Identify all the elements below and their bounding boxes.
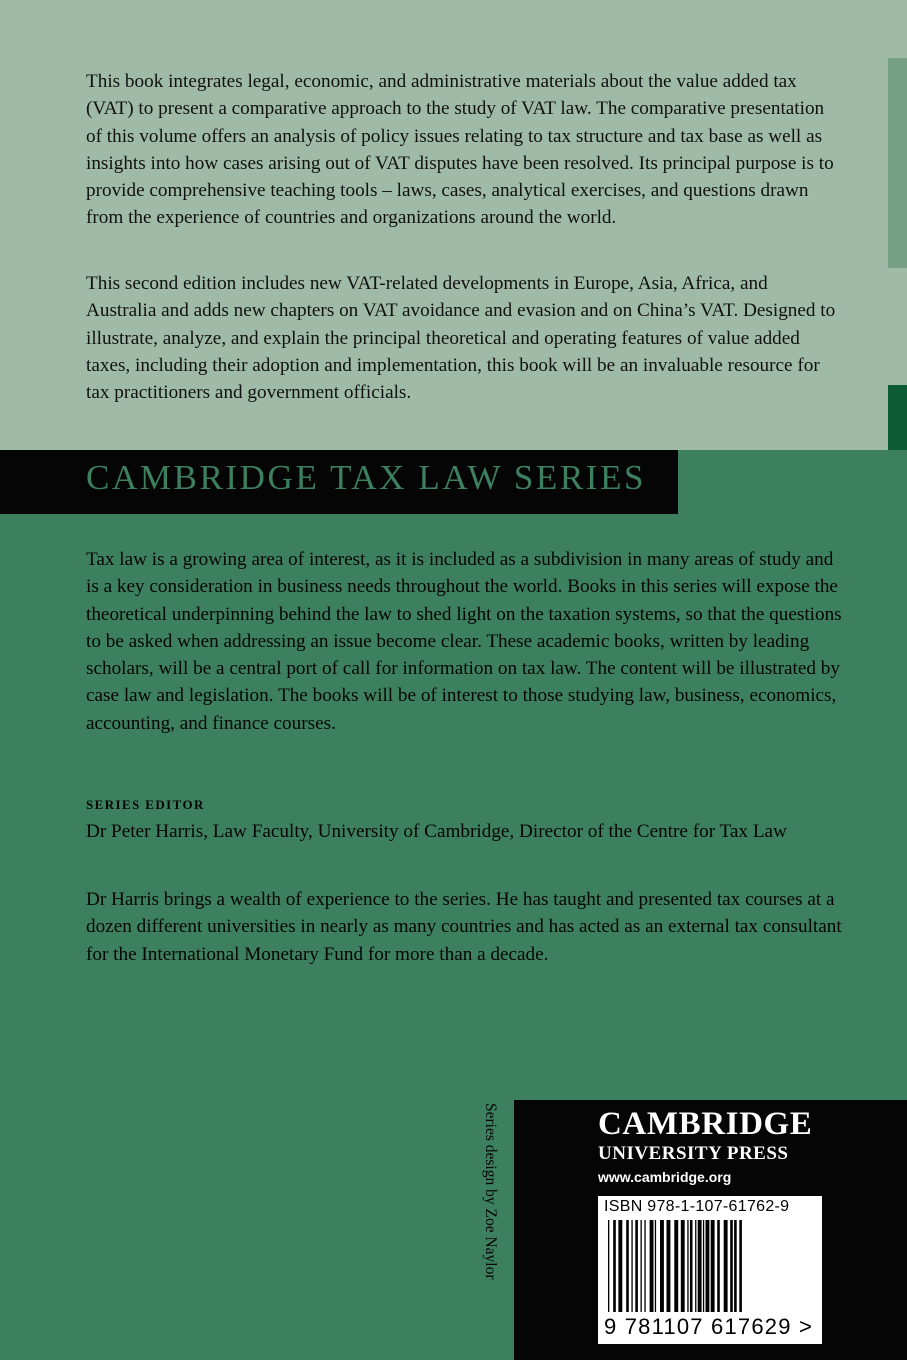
barcode-bar: [631, 1220, 632, 1312]
edge-bar-light: [888, 58, 907, 268]
barcode-bar: [734, 1220, 737, 1312]
barcode-bar: [717, 1220, 720, 1312]
publisher-box: [514, 1100, 907, 1360]
barcode-bar: [613, 1220, 616, 1312]
series-editor-name: Dr Peter Harris, Law Faculty, University of Cambridge, Director of the Centre for Tax Law: [86, 821, 787, 842]
barcode-box: [598, 1196, 822, 1344]
barcode-bar: [660, 1220, 664, 1312]
series-title-band: [0, 450, 678, 514]
barcode-bar: [706, 1220, 710, 1312]
barcode-bar: [655, 1220, 656, 1312]
blurb-paragraph-2: This second edition includes new VAT-related developments in Europe, Asia, Africa, and Australia and adds new chapters on VAT avoidance and evasion and on China’s VAT. Designed to illustrate, analyze, and explain the principal theoretical and operating features of value added taxes, including their adoption and implementation, this book will be an invaluable resource for tax practitioners and government officials.: [86, 273, 836, 404]
isbn-text: ISBN 978-1-107-61762-9: [604, 1198, 790, 1215]
publisher-subname: UNIVERSITY PRESS: [598, 1143, 789, 1164]
publisher-url: www.cambridge.org: [598, 1169, 732, 1185]
barcode-digits: 9 781107 617629 >: [604, 1314, 814, 1339]
barcode-bars: [604, 1220, 816, 1312]
back-cover-blurb-panel: [0, 0, 907, 450]
barcode-bar: [618, 1220, 622, 1312]
blurb-paragraph-1: This book integrates legal, economic, and administrative materials about the value added tax (VAT) to present a comparative approach to the study of VAT law. The comparative presentation of this volume offers an analysis of policy issues relating to tax structure and tax base as well as insights into how cases arising out of VAT disputes have been resolved. Its principal purpose is to provide comprehensive teaching tools – laws, cases, analytical exercises, and questions drawn from the experience of countries and organizations around the world.: [86, 71, 834, 229]
barcode-bar: [644, 1220, 645, 1312]
barcode-bar: [608, 1220, 609, 1312]
barcode-bar: [695, 1220, 696, 1312]
barcode-bar: [681, 1220, 685, 1312]
barcode-bar: [730, 1220, 733, 1312]
publisher-name: CAMBRIDGE: [598, 1106, 813, 1142]
barcode-bar: [698, 1220, 702, 1312]
design-credit: Series design by Zoe Naylor: [482, 1103, 499, 1280]
series-description: Tax law is a growing area of interest, as it is included as a subdivision in many areas of study and is a key consideration in business needs throughout the world. Books in this series will expose the theoretical underpinning behind the law to shed light on the taxation systems, so that the questions to be asked when addressing an issue become clear. These academic books, written by leading scholars, will be a central port of call for information on tax law. The content will be illustrated by case law and legislation. The books will be of interest to those studying law, business, economics, accounting, and finance courses.: [86, 549, 842, 734]
barcode-bar: [641, 1220, 642, 1312]
barcode-bar: [687, 1220, 688, 1312]
edge-bar-dark: [888, 385, 907, 450]
barcode-bar: [711, 1220, 715, 1312]
barcode-bar: [739, 1220, 742, 1312]
barcode-bar: [690, 1220, 693, 1312]
series-editor-bio: Dr Harris brings a wealth of experience to the series. He has taught and presented tax courses at a dozen different universities in nearly as many countries and has acted as an external tax consultant for the International Monetary Fund for more than a decade.: [86, 889, 842, 965]
barcode-bar: [626, 1220, 629, 1312]
barcode-bar: [667, 1220, 671, 1312]
series-title: CAMBRIDGE TAX LAW SERIES: [86, 458, 647, 497]
barcode-bar: [703, 1220, 704, 1312]
barcode-bar: [635, 1220, 638, 1312]
barcode-bar: [650, 1220, 654, 1312]
barcode-bar: [724, 1220, 728, 1312]
series-editor-label: SERIES EDITOR: [86, 797, 205, 812]
barcode-bar: [674, 1220, 678, 1312]
